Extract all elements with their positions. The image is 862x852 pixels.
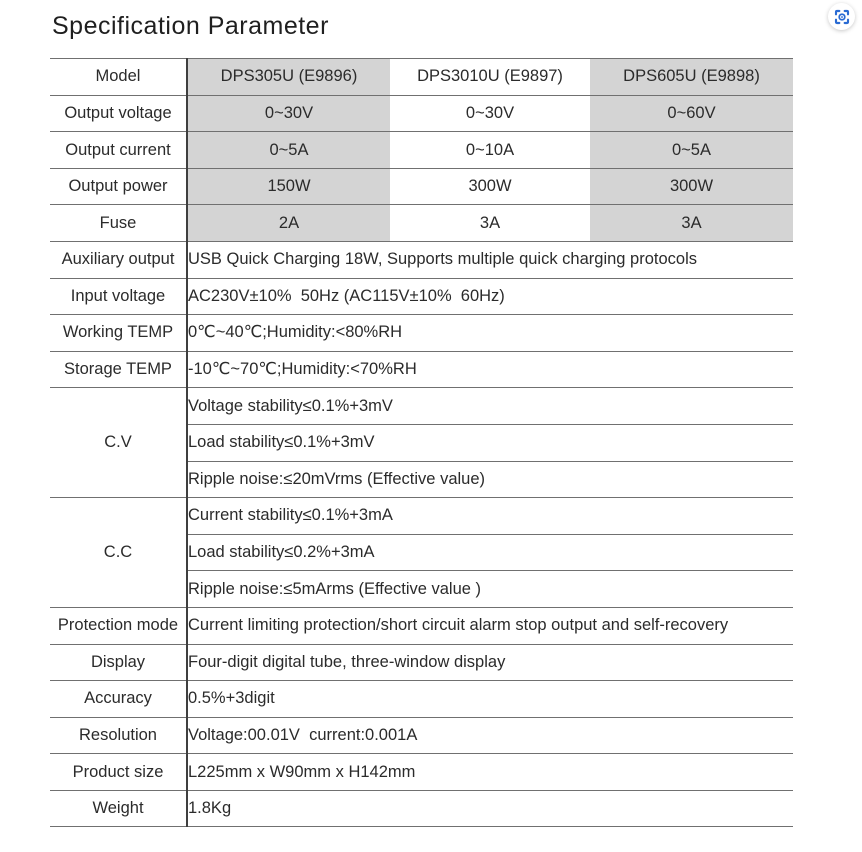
cell-value: USB Quick Charging 18W, Supports multiple quick charging protocols: [187, 241, 793, 278]
cell-value: Current stability≤0.1%+3mA: [187, 498, 793, 535]
table-row: [50, 132, 793, 169]
cell-value: Load stability≤0.2%+3mA: [187, 534, 793, 571]
cell-value: 0.5%+3digit: [187, 681, 793, 718]
cell-value: Voltage:00.01V current:0.001A: [187, 717, 793, 754]
cell-value: 0~30V: [187, 95, 390, 132]
cell-value: 3A: [590, 205, 793, 242]
cell-value: Voltage stability≤0.1%+3mV: [187, 388, 793, 425]
row-label-cv: C.V: [50, 388, 187, 498]
cell-value: 150W: [187, 168, 390, 205]
cell-value: L225mm x W90mm x H142mm: [187, 754, 793, 791]
row-label-model: Model: [50, 59, 187, 96]
model-name-3: DPS605U (E9898): [590, 59, 793, 96]
table-row: [50, 205, 793, 242]
cell-value: -10℃~70℃;Humidity:<70%RH: [187, 351, 793, 388]
cell-value: 300W: [590, 168, 793, 205]
table-row: [50, 95, 793, 132]
cell-value: Ripple noise:≤5mArms (Effective value ): [187, 571, 793, 608]
row-label-fuse: Fuse: [50, 205, 187, 242]
row-label-product-size: Product size: [50, 754, 187, 791]
row-label-output-voltage: Output voltage: [50, 95, 187, 132]
table-row: [50, 754, 793, 791]
cell-value: 0℃~40℃;Humidity:<80%RH: [187, 315, 793, 352]
table-row: [50, 315, 793, 352]
table-row: [50, 790, 793, 827]
screenshot-capture-icon: [834, 9, 850, 25]
row-label-auxiliary-output: Auxiliary output: [50, 241, 187, 278]
row-label-cc: C.C: [50, 498, 187, 608]
row-label-working-temp: Working TEMP: [50, 315, 187, 352]
table-row: [50, 717, 793, 754]
row-label-resolution: Resolution: [50, 717, 187, 754]
cell-value: AC230V±10% 50Hz (AC115V±10% 60Hz): [187, 278, 793, 315]
cell-value: Current limiting protection/short circuit alarm stop output and self-recovery: [187, 607, 793, 644]
row-label-protection-mode: Protection mode: [50, 607, 187, 644]
cell-value: Ripple noise:≤20mVrms (Effective value): [187, 461, 793, 498]
cell-value: 0~5A: [590, 132, 793, 169]
row-label-storage-temp: Storage TEMP: [50, 351, 187, 388]
cell-value: 0~5A: [187, 132, 390, 169]
screenshot-capture-button[interactable]: [828, 3, 855, 30]
row-label-display: Display: [50, 644, 187, 681]
cell-value: 0~60V: [590, 95, 793, 132]
cell-value: 1.8Kg: [187, 790, 793, 827]
table-row: [50, 607, 793, 644]
row-label-accuracy: Accuracy: [50, 681, 187, 718]
cell-value: Four-digit digital tube, three-window display: [187, 644, 793, 681]
table-row: [50, 278, 793, 315]
table-row: [50, 241, 793, 278]
cell-value: 300W: [390, 168, 590, 205]
page-title: Specification Parameter: [52, 12, 329, 40]
specification-table: [50, 58, 793, 827]
model-name-1: DPS305U (E9896): [187, 59, 390, 96]
row-label-output-current: Output current: [50, 132, 187, 169]
cell-value: 2A: [187, 205, 390, 242]
table-row: [50, 59, 793, 96]
cell-value: 0~30V: [390, 95, 590, 132]
table-row: [50, 388, 793, 425]
row-label-input-voltage: Input voltage: [50, 278, 187, 315]
row-label-output-power: Output power: [50, 168, 187, 205]
table-row: [50, 644, 793, 681]
cell-value: 3A: [390, 205, 590, 242]
cell-value: 0~10A: [390, 132, 590, 169]
table-row: [50, 351, 793, 388]
table-row: [50, 168, 793, 205]
cell-value: Load stability≤0.1%+3mV: [187, 424, 793, 461]
row-label-weight: Weight: [50, 790, 187, 827]
table-row: [50, 681, 793, 718]
model-name-2: DPS3010U (E9897): [390, 59, 590, 96]
table-row: [50, 498, 793, 535]
